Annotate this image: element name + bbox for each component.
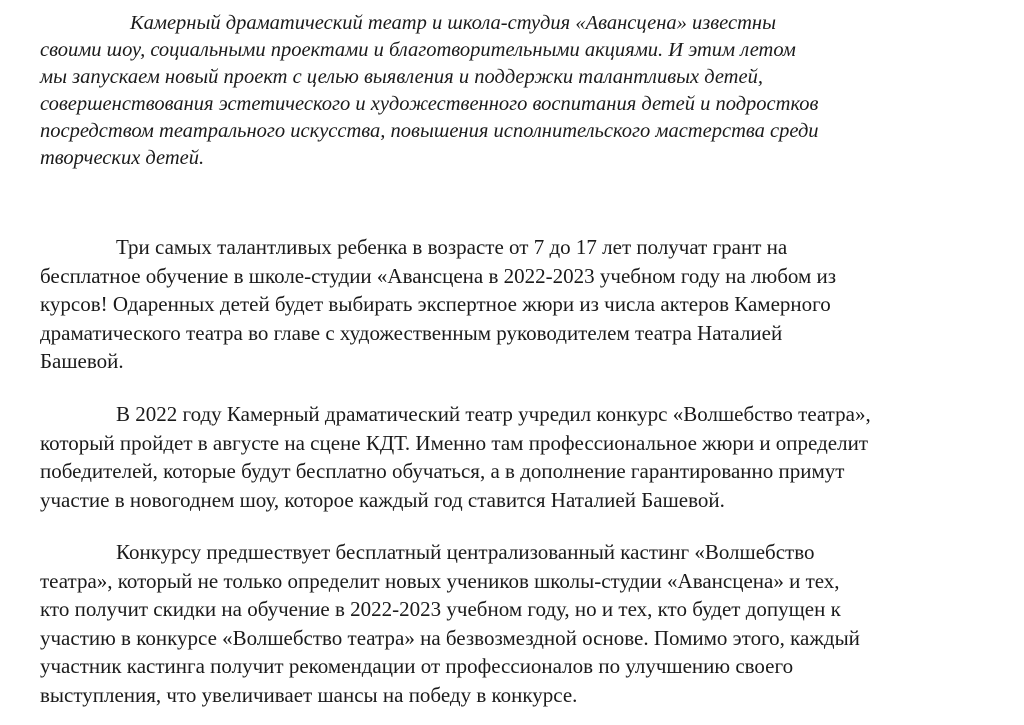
intro-line: посредством театрального искусства, повышения исполнительского мастерства среди	[40, 120, 819, 142]
paragraph-line: который пройдет в августе на сцене КДТ. Именно там профессиональное жюри и определит	[40, 430, 868, 455]
paragraph-line: кто получит скидки на обучение в 2022-2023 учебном году, но и тех, кто будет допущен к	[40, 597, 841, 621]
intro-paragraph	[40, 10, 980, 172]
paragraph-line: победителей, которые будут бесплатно обучаться, а в дополнение гарантированно примут	[40, 459, 845, 483]
paragraph-line: участник кастинга получит рекомендации от профессионалов по улучшению своего	[40, 654, 794, 678]
intro-line: творческих детей.	[40, 147, 205, 169]
intro-line: совершенствования эстетического и художественного воспитания детей и подростков	[40, 93, 819, 115]
paragraph-line: бесплатное обучение в школе-студии «Авансцена в 2022-2023 учебном году на любом из	[40, 263, 837, 288]
paragraph-line: выступления, что увеличивает шансы на победу в конкурсе.	[40, 682, 578, 707]
body-paragraph-contest	[40, 400, 990, 514]
body-paragraph-casting	[40, 538, 990, 709]
intro-line: мы запускаем новый проект с целью выявления и поддержки талантливых детей,	[40, 66, 763, 88]
paragraph-line: В 2022 году Камерный драматический театр учредил конкурс «Волшебство театра»,	[116, 402, 871, 426]
paragraph-line: Конкурсу предшествует бесплатный централизованный кастинг «Волшебство	[116, 540, 815, 564]
intro-line: своими шоу, социальными проектами и благотворительными акциями. И этим летом	[40, 39, 796, 61]
body-paragraph-grant	[40, 233, 990, 376]
paragraph-line: Башевой.	[40, 349, 124, 373]
paragraph-line: курсов! Одаренных детей будет выбирать экспертное жюри из числа актеров Камерного	[40, 292, 831, 316]
paragraph-line: драматического театра во главе с художественным руководителем театра Наталией	[40, 320, 783, 345]
paragraph-line: участие в новогоднем шоу, которое каждый год ставится Наталией Башевой.	[40, 487, 725, 512]
intro-line: Камерный драматический театр и школа-студия «Авансцена» известны	[130, 12, 776, 34]
paragraph-line: Три самых талантливых ребенка в возрасте от 7 до 17 лет получат грант на	[116, 235, 788, 259]
paragraph-line: участию в конкурсе «Волшебство театра» на безвозмездной основе. Помимо этого, каждый	[40, 625, 860, 650]
paragraph-line: театра», который не только определит новых учеников школы-студии «Авансцена» и тех,	[40, 568, 840, 593]
